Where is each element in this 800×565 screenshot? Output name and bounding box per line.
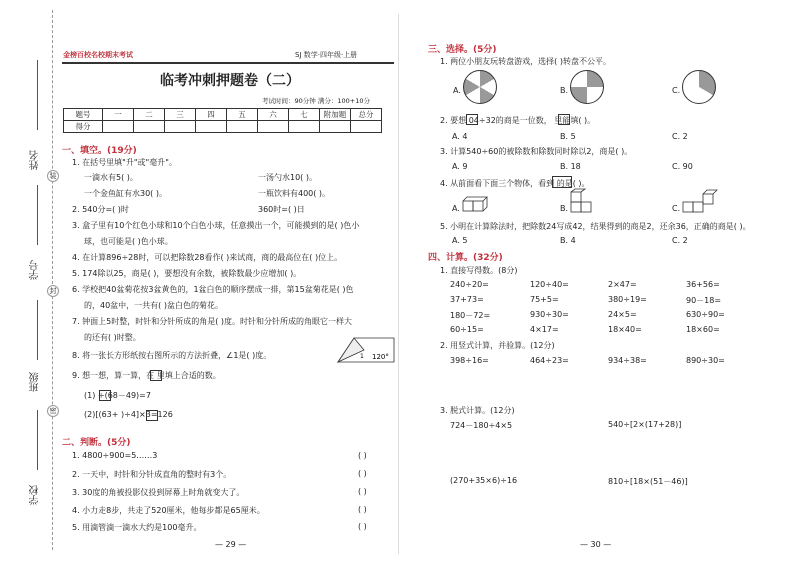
vertical-item: 464÷23= — [530, 356, 569, 365]
judge-item: 4. 小力走8步，共走了520厘米，他每步都是65厘米。 — [72, 506, 265, 515]
question-text: 的还有( )时整。 — [84, 333, 141, 342]
seal-char: 密 — [47, 405, 59, 417]
question-text: 3. 盒子里有10个红色小球和10个白色小球，任意摸出一个，可能摸到的是( )色小 — [72, 221, 360, 230]
oral-item: 2×47= — [608, 280, 637, 289]
judge-item: 3. 30度的角被投影仪投到屏幕上时角就变大了。 — [72, 488, 245, 497]
option-label[interactable]: C. 2 — [672, 236, 688, 245]
oral-item: 630÷90= — [686, 310, 725, 319]
oral-item: 37+73= — [450, 295, 484, 304]
page-number-left: — 29 — — [215, 540, 247, 549]
score-input[interactable] — [196, 121, 227, 133]
question-text: 球，也可能是( )色小球。 — [84, 237, 173, 246]
score-input[interactable] — [289, 121, 320, 133]
question-text: (2)[(63+ )÷4]×3=126 — [84, 410, 173, 419]
score-cell: 附加题 — [320, 109, 351, 121]
class-no-label: 学号 — [30, 260, 41, 280]
page-divider — [398, 14, 399, 554]
answer-box[interactable] — [150, 370, 162, 381]
option-label[interactable]: B. 18 — [560, 162, 581, 171]
score-cell: 二 — [134, 109, 165, 121]
answer-box[interactable] — [466, 114, 478, 125]
vertical-item: 934÷38= — [608, 356, 647, 365]
question-text: 1. 在括号里填"升"或"毫升"。 — [72, 158, 177, 167]
folded-paper-figure — [336, 334, 396, 366]
score-cell: 七 — [289, 109, 320, 121]
header-rule — [62, 62, 394, 64]
question-text: 3. 计算540÷60的被除数和除数同时除以2，商是( )。 — [440, 147, 633, 156]
section-title-calc: 四、计算。(32分) — [428, 253, 503, 263]
option-label[interactable]: A. 4 — [452, 132, 468, 141]
score-cell: 三 — [165, 109, 196, 121]
score-input[interactable] — [227, 121, 258, 133]
score-cell: 得分 — [64, 121, 103, 133]
option-label[interactable]: C. — [672, 204, 681, 213]
judge-answer[interactable]: ( ) — [358, 469, 367, 478]
question-text: 5. 174除以25，商是( )，要想没有余数，被除数最少应增加( )。 — [72, 269, 302, 278]
oral-item: 18×60= — [686, 325, 720, 334]
option-label[interactable]: A. — [452, 204, 460, 213]
angle-value: 120° — [372, 353, 389, 361]
score-cell: 题号 — [64, 109, 103, 121]
question-text: 2. 540分=( )时 — [72, 205, 129, 214]
question-text: 4. 在计算896÷28时，可以把除数28看作( )来试商，商的最高位在( )位上。 — [72, 253, 343, 262]
score-cell: 四 — [196, 109, 227, 121]
oral-item: 90－18= — [686, 296, 722, 305]
oral-item: 24×5= — [608, 310, 637, 319]
judge-answer[interactable]: ( ) — [358, 487, 367, 496]
score-input[interactable] — [351, 121, 382, 133]
stepwise-item: (270+35×6)÷16 — [450, 476, 518, 485]
score-input[interactable] — [165, 121, 196, 133]
exam-info: 考试时间：90分钟 满分：100+10分 — [262, 97, 370, 105]
option-label[interactable]: B. — [560, 204, 569, 213]
question-text: 2. 要想 04÷32的商是一位数， 里能填( )。 — [440, 116, 596, 125]
question-text: 1. 直接写得数。(8分) — [440, 266, 518, 275]
judge-answer[interactable]: ( ) — [358, 451, 367, 460]
oral-item: 380÷19= — [608, 295, 647, 304]
grade-line — [37, 300, 38, 360]
oral-item: 240÷20= — [450, 280, 489, 289]
oral-item: 180－72= — [450, 311, 491, 320]
spinner-a — [463, 70, 497, 104]
subject-text: SJ 数学·四年级·上册 — [295, 51, 358, 59]
score-table — [63, 108, 382, 133]
score-cell: 总分 — [351, 109, 382, 121]
seal-dashed-line — [52, 10, 53, 550]
option-label[interactable]: B. 4 — [560, 236, 576, 245]
stepwise-item: 540÷[2×(17+28)] — [608, 420, 682, 429]
option-label[interactable]: C. — [672, 86, 681, 95]
score-input[interactable] — [258, 121, 289, 133]
seal-char: 封 — [47, 285, 59, 297]
stepwise-item: 810÷[18×(51－46)] — [608, 477, 688, 486]
score-input[interactable] — [320, 121, 351, 133]
question-text: (1) ÷(68－49)=7 — [84, 391, 151, 400]
option-label[interactable]: A. 5 — [452, 236, 468, 245]
question-text: 3. 脱式计算。(12分) — [440, 406, 515, 415]
oral-item: 18×40= — [608, 325, 642, 334]
cube-figure-b — [570, 188, 600, 214]
oral-item: 4×17= — [530, 325, 559, 334]
section-title-choice: 三、选择。(5分) — [428, 45, 497, 55]
option-label[interactable]: B. 5 — [560, 132, 576, 141]
option-label[interactable]: C. 90 — [672, 162, 693, 171]
oral-item: 36+56= — [686, 280, 720, 289]
question-text: 9. 想一想，算一算，在 里填上合适的数。 — [72, 371, 221, 380]
oral-item: 60÷15= — [450, 325, 484, 334]
spinner-c — [682, 70, 716, 104]
score-cell: 六 — [258, 109, 289, 121]
name-line — [37, 60, 38, 130]
option-label[interactable]: B. — [560, 86, 569, 95]
question-text: 一瓶饮料有400( )。 — [258, 189, 331, 198]
question-text: 8. 将一张长方形纸按右图所示的方法折叠，∠1是( )度。 — [72, 351, 272, 360]
option-label[interactable]: C. 2 — [672, 132, 688, 141]
oral-item: 75+5= — [530, 295, 559, 304]
cube-figure-a — [462, 193, 492, 213]
school-line — [37, 410, 38, 470]
question-text: 360时=( )日 — [258, 205, 305, 214]
question-text: 一个金鱼缸有水30( )。 — [84, 189, 167, 198]
stepwise-item: 724－180÷4×5 — [450, 421, 513, 430]
score-input[interactable] — [134, 121, 165, 133]
brand-text: 金榜百校名校期末考试 — [63, 51, 133, 59]
page-title: 临考冲刺押题卷（二） — [160, 73, 300, 89]
question-text: 5. 小明在计算除法时，把除数24写成42，结果得到的商是2，还余36，正确的商是( )。 — [440, 222, 751, 231]
page-number-right: — 30 — — [580, 540, 612, 549]
spinner-b — [570, 70, 604, 104]
question-text: 2. 用竖式计算，并验算。(12分) — [440, 341, 555, 350]
question-text: 7. 钟面上5时整，时针和分针所成的角是( )度。时针和分针所成的角眼它一样大 — [72, 317, 353, 326]
grade-label: 班级 — [30, 372, 41, 392]
question-text: 一汤勺水10( )。 — [258, 173, 317, 182]
seal-char: 装 — [47, 170, 59, 182]
option-label[interactable]: A. — [453, 86, 461, 95]
question-text: 的，40盆中，一共有( )盆白色的菊花。 — [84, 301, 223, 310]
question-text: 6. 学校把40盆菊花按3盆黄色的，1盆白色的顺序摆成一排，第15盆菊花是( )色 — [72, 285, 354, 294]
question-text: 1. 两位小朋友玩转盘游戏，选择( )转盘不公平。 — [440, 57, 611, 66]
score-input[interactable] — [103, 121, 134, 133]
oral-item: 930÷30= — [530, 310, 569, 319]
oral-item: 120÷40= — [530, 280, 569, 289]
front-view-figure — [552, 176, 572, 188]
score-cell: 一 — [103, 109, 134, 121]
answer-box[interactable] — [99, 390, 111, 401]
name-label: 姓名 — [30, 150, 41, 170]
school-label: 学校 — [30, 485, 41, 505]
judge-item: 2. 一天中，时针和分针成直角的整时有3个。 — [72, 470, 232, 479]
vertical-item: 890÷30= — [686, 356, 725, 365]
section-title-fill: 一、填空。(19分) — [62, 146, 137, 156]
judge-item: 5. 用滴管滴一滴水大约是100毫升。 — [72, 523, 202, 532]
cube-figure-c — [682, 188, 722, 214]
judge-item: 1. 4800÷900=5……3 — [72, 451, 158, 460]
judge-answer[interactable]: ( ) — [358, 505, 367, 514]
angle-label: 1 — [360, 353, 364, 360]
option-label[interactable]: A. 9 — [452, 162, 468, 171]
vertical-item: 398÷16= — [450, 356, 489, 365]
class-no-line — [37, 185, 38, 245]
score-cell: 五 — [227, 109, 258, 121]
question-text: 一滴水有5( )。 — [84, 173, 138, 182]
section-title-judge: 二、判断。(5分) — [62, 438, 131, 448]
answer-box[interactable] — [146, 410, 158, 421]
answer-box[interactable] — [558, 114, 570, 125]
question-text: 4. 从前面看下面三个物体，看到 的是( )。 — [440, 179, 590, 188]
judge-answer[interactable]: ( ) — [358, 522, 367, 531]
binding-strip — [0, 0, 48, 565]
